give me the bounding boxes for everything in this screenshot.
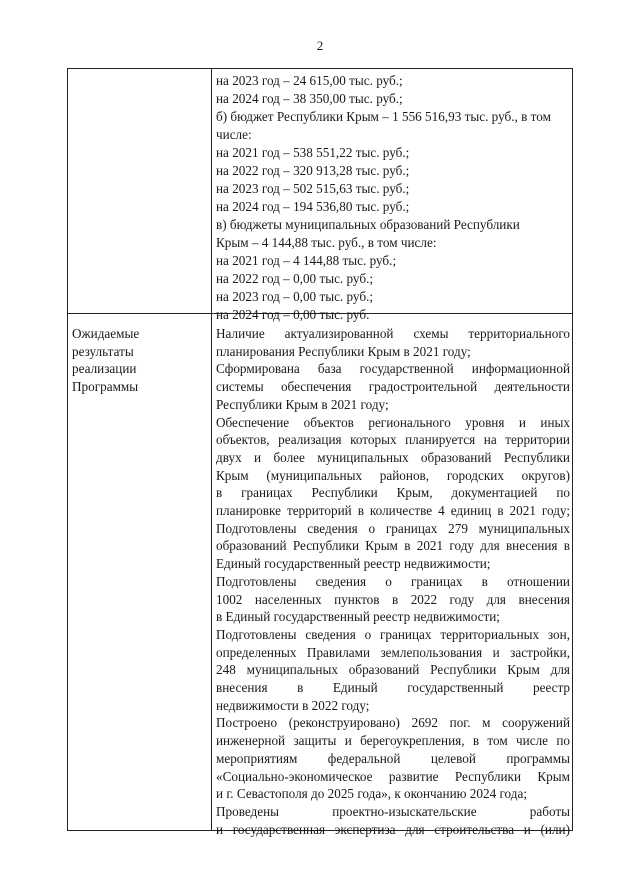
result-line: Республики Крым в 2021 году; (216, 396, 389, 412)
funding-line: числе: (216, 127, 252, 142)
funding-line: на 2024 год – 38 350,00 тыс. руб.; (216, 91, 403, 106)
result-line: мероприятиям федеральной целевой программы (216, 750, 570, 766)
result-line: объектов, реализация которых планируется на территории (216, 432, 570, 448)
program-passport-table (67, 68, 573, 837)
expected-results-label-cell (72, 325, 206, 395)
funding-line: в) бюджеты муниципальных образований Республики (216, 217, 520, 232)
row-label-line: результаты (72, 343, 134, 359)
funding-line: на 2022 год – 320 913,28 тыс. руб.; (216, 163, 410, 178)
funding-line: Крым – 4 144,88 тыс. руб., в том числе: (216, 235, 437, 250)
funding-sources-cell (216, 72, 568, 324)
funding-line: на 2021 год – 538 551,22 тыс. руб.; (216, 145, 410, 160)
result-line: в границах Республики Крым, документацией по (216, 485, 570, 501)
funding-line: на 2024 год – 194 536,80 тыс. руб.; (216, 199, 410, 214)
funding-line: б) бюджет Республики Крым – 1 556 516,93 тыс. руб., в том (216, 109, 551, 124)
result-line: образований Республики Крым в 2021 году для внесения в (216, 538, 570, 554)
row-label-line: Ожидаемые (72, 326, 140, 341)
result-line: инженерной защиты и берегоукрепления, в том числе по (216, 733, 570, 749)
page-number: 2 (316, 38, 324, 53)
funding-line: на 2023 год – 502 515,63 тыс. руб.; (216, 181, 410, 196)
result-line: Проведены проектно-изыскательские работы (216, 803, 570, 819)
result-line: Единый государственный реестр недвижимости; (216, 556, 491, 572)
result-line: Подготовлены сведения о границах территориальных зон, (216, 626, 570, 642)
result-line: планировке территорий в количестве 4 единиц в 2021 году; (216, 503, 570, 519)
result-line: системы обеспечения градостроительной деятельности (216, 379, 570, 395)
row-label-line: Программы (72, 378, 139, 394)
result-line: определенных Правилами землепользования и застройки, (216, 644, 570, 660)
result-line: Построено (реконструировано) 2692 пог. м сооружений (216, 715, 570, 731)
result-line: недвижимости в 2022 году; (216, 697, 370, 713)
result-line: планирования Республики Крым в 2021 году; (216, 343, 471, 359)
funding-line: на 2022 год – 0,00 тыс. руб.; (216, 271, 374, 286)
result-line: двух и более муниципальных образований Республики (216, 449, 570, 465)
result-line: Обеспечение объектов регионального уровня и иных (216, 414, 570, 430)
result-line: Подготовлены сведения о границах 279 муниципальных (216, 520, 570, 536)
result-line: Крым (муниципальных районов, городских округов) (216, 467, 570, 483)
result-line: Сформирована база государственной информационной (216, 361, 570, 377)
result-line: 1002 населенных пунктов в 2022 году для внесения (216, 591, 570, 607)
funding-line: на 2021 год – 4 144,88 тыс. руб.; (216, 253, 397, 268)
result-line: внесения в Единый государственный реестр (216, 680, 570, 696)
result-line: Наличие актуализированной схемы территориального (216, 326, 570, 341)
result-line: и государственная экспертиза для строительства и (или) (216, 821, 570, 837)
column-divider (211, 69, 212, 830)
result-line: Подготовлены сведения о границах в отношении (216, 573, 570, 589)
result-line: «Социально-экономическое развитие Республики Крым (216, 768, 570, 784)
result-line: 248 муниципальных образований Республики Крым для (216, 662, 570, 678)
result-line: и г. Севастополя до 2025 года», к окончанию 2024 года; (216, 786, 527, 802)
funding-line: на 2023 год – 0,00 тыс. руб.; (216, 289, 374, 304)
result-line: в Единый государственный реестр недвижимости; (216, 609, 500, 625)
funding-line: на 2023 год – 24 615,00 тыс. руб.; (216, 73, 403, 88)
row-label-line: реализации (72, 361, 137, 376)
expected-results-content-cell (216, 325, 570, 838)
funding-line: на 2024 год – 0,00 тыс. руб. (216, 307, 370, 322)
